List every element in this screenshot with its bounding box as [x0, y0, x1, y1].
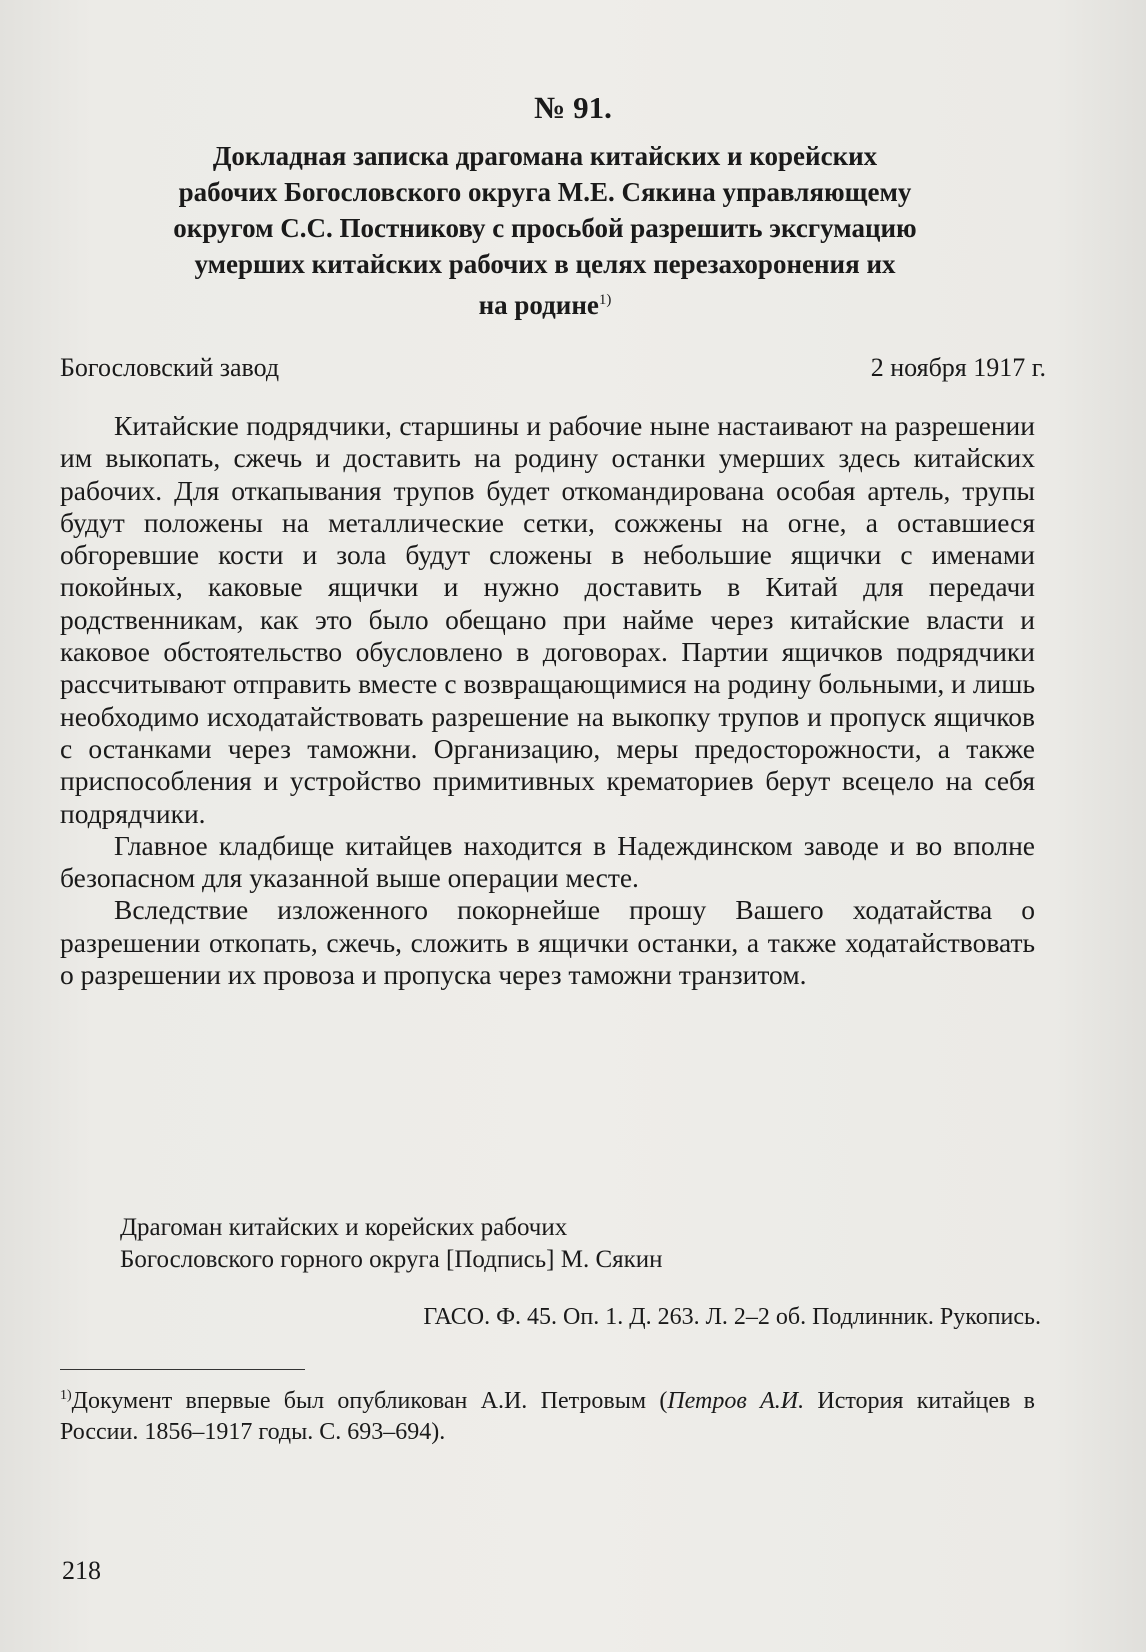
body-paragraph: Вследствие изложенного покорнейше прошу Вашего ходатайства о разрешении откопать, сжечь, сложить в ящички останки, а также ходатайствовать о разрешении их провоза и пропуска через таможни транзитом. — [60, 894, 1035, 991]
footnote-text: История китайцев в России. 1856–1917 годы. С. 693–694). — [60, 1388, 1036, 1445]
title-line: рабочих Богословского округа М.Е. Сякина управляющему — [178, 177, 912, 207]
body-paragraph: Главное кладбище китайцев находится в Надеждинском заводе и во вполне безопасном для указанной выше операции месте. — [60, 829, 1035, 894]
document-body — [60, 410, 1035, 991]
signature-line: Богословского горного округа [Подпись] М. Сякин — [120, 1246, 663, 1273]
title-line: Докладная записка драгомана китайских и корейских — [212, 141, 878, 171]
footnote-text: Документ впервые был опубликован А.И. Петровым ( — [71, 1388, 668, 1414]
signature-block — [120, 1212, 663, 1276]
page-number: 218 — [62, 1556, 101, 1585]
title-footnote-marker: 1) — [598, 292, 612, 308]
title-line: на родине — [478, 290, 599, 320]
document-place: Богословский завод — [60, 353, 280, 382]
footnote — [60, 1380, 1035, 1448]
document-date: 2 ноября 1917 г. — [870, 353, 1046, 382]
document-title — [70, 138, 1020, 323]
footnote-author-italic: Петров А.И. — [667, 1388, 805, 1414]
footnote-marker: 1) — [60, 1388, 72, 1403]
archive-reference: ГАСО. Ф. 45. Оп. 1. Д. 263. Л. 2–2 об. Подлинник. Рукопись. — [423, 1304, 1041, 1330]
title-line: округом С.С. Постникову с просьбой разрешить эксгумацию — [173, 213, 917, 243]
footnote-divider — [60, 1369, 305, 1370]
signature-line: Драгоман китайских и корейских рабочих — [120, 1214, 568, 1241]
title-line: умерших китайских рабочих в целях перезахоронения их — [194, 249, 896, 279]
document-number: № 91. — [534, 90, 612, 125]
body-paragraph: Китайские подрядчики, старшины и рабочие ныне настаивают на разрешении им выкопать, сжечь и доставить на родину останки умерших здесь китайских рабочих. Для откапывания трупов будет откомандирована особая артель, трупы будут положены на металлические сетки, сожжены на огне, а оставшиеся обгоревшие кости и зола будут сложены в небольшие ящички с именами покойных, каковые ящички и нужно доставить в Китай для передачи родственникам, как это было обещано при найме через китайские власти и каковое обстоятельство обусловлено в договорах. Партии ящичков подрядчики рассчитывают отправить вместе с возвращающимися на родину больными, и лишь необходимо исходатайствовать разрешение на выкопку трупов и пропуск ящичков с останками через таможни. Организацию, меры предосторожности, а также приспособления и устройство примитивных крематориев берут всецело на себя подрядчики. — [60, 410, 1035, 829]
